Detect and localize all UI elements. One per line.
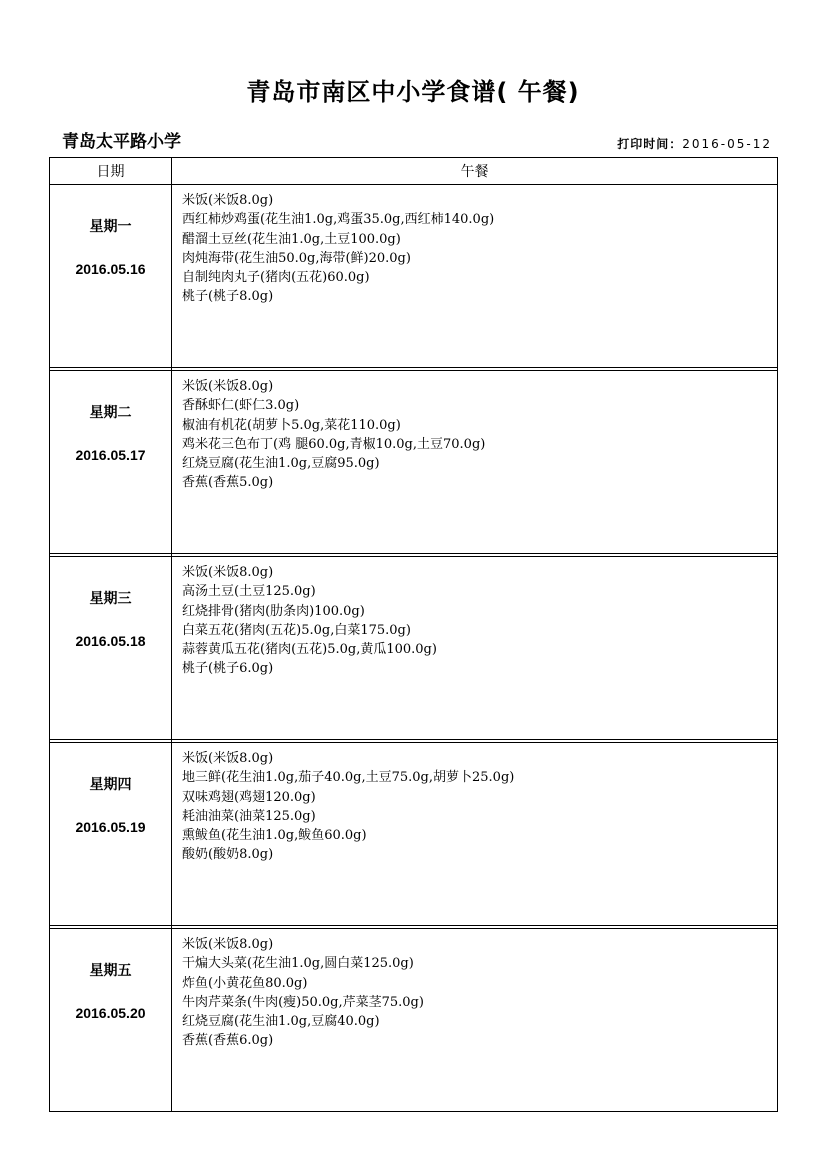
dish-item: 高汤土豆(土豆125.0g): [182, 584, 316, 600]
print-time-value: 2016-05-12: [682, 137, 772, 151]
dish-item: 红烧豆腐(花生油1.0g,豆腐40.0g): [182, 1014, 380, 1030]
date-cell: [50, 557, 172, 740]
date-cell: [50, 185, 172, 368]
weekday-label: 星期四: [89, 777, 132, 793]
dish-item: 醋溜土豆丝(花生油1.0g,土豆100.0g): [182, 231, 401, 247]
dish-item: 熏鲅鱼(花生油1.0g,鲅鱼60.0g): [182, 828, 367, 844]
dish-item: 米饭(米饭8.0g): [182, 565, 274, 580]
dish-item: 蒜蓉黄瓜五花(猪肉(五花)5.0g,黄瓜100.0g): [182, 642, 437, 658]
weekday-label: 星期三: [89, 591, 132, 607]
dish-item: 椒油有机花(胡萝卜5.0g,菜花110.0g): [182, 417, 401, 433]
date-label: 2016.05.16: [75, 261, 146, 277]
date-cell: [50, 929, 172, 1112]
weekday-label: 星期一: [89, 219, 132, 235]
dish-item: 自制纯肉丸子(猪肉(五花)60.0g): [182, 270, 370, 286]
lunch-menu-table: [49, 157, 778, 1112]
meal-cell: [172, 929, 778, 1112]
dish-item: 双味鸡翅(鸡翅120.0g): [182, 789, 316, 805]
dish-item: 白菜五花(猪肉(五花)5.0g,白菜175.0g): [182, 622, 411, 638]
dish-item: 肉炖海带(花生油50.0g,海带(鲜)20.0g): [182, 250, 411, 266]
dish-item: 鸡米花三色布丁(鸡 腿60.0g,青椒10.0g,土豆70.0g): [182, 436, 486, 452]
date-label: 2016.05.19: [75, 819, 146, 835]
dish-item: 米饭(米饭8.0g): [182, 193, 274, 208]
table-row: [50, 929, 778, 1112]
date-cell: [50, 743, 172, 926]
print-time-label: 打印时间：: [617, 137, 683, 151]
dish-item: 西红柿炒鸡蛋(花生油1.0g,鸡蛋35.0g,西红柿140.0g): [182, 212, 495, 228]
dish-item: 桃子(桃子6.0g): [182, 661, 274, 677]
weekday-label: 星期二: [89, 405, 132, 421]
dish-item: 米饭(米饭8.0g): [182, 751, 274, 766]
table-row: [50, 743, 778, 926]
date-cell: [50, 371, 172, 554]
table-row: [50, 557, 778, 740]
table-header-row: [50, 158, 778, 185]
date-column-header: 日期: [50, 158, 172, 185]
dish-item: 米饭(米饭8.0g): [182, 379, 274, 394]
date-label: 2016.05.17: [75, 447, 146, 463]
weekday-label: 星期五: [89, 963, 132, 979]
dish-item: 红烧排骨(猪肉(肋条肉)100.0g): [182, 603, 365, 619]
dish-item: 炸鱼(小黄花鱼80.0g): [182, 975, 308, 991]
menu-body: [50, 185, 778, 1112]
meal-cell: [172, 185, 778, 368]
dish-item: 香蕉(香蕉6.0g): [182, 1033, 274, 1049]
dish-item: 香酥虾仁(虾仁3.0g): [182, 398, 300, 414]
table-row: [50, 185, 778, 368]
dish-item: 香蕉(香蕉5.0g): [182, 475, 274, 491]
dish-item: 牛肉芹菜条(牛肉(瘦)50.0g,芹菜茎75.0g): [182, 994, 424, 1010]
meal-cell: [172, 371, 778, 554]
dish-item: 红烧豆腐(花生油1.0g,豆腐95.0g): [182, 456, 380, 472]
dish-item: 耗油油菜(油菜125.0g): [182, 808, 316, 824]
dish-item: 酸奶(酸奶8.0g): [182, 847, 274, 863]
meal-column-header: 午餐: [172, 158, 778, 185]
dish-item: 米饭(米饭8.0g): [182, 937, 274, 952]
page-title: 青岛市南区中小学食谱( 午餐): [246, 78, 580, 106]
meal-cell: [172, 743, 778, 926]
meal-cell: [172, 557, 778, 740]
dish-item: 地三鲜(花生油1.0g,茄子40.0g,土豆75.0g,胡萝卜25.0g): [182, 770, 515, 786]
school-name: 青岛太平路小学: [62, 132, 181, 152]
dish-item: 桃子(桃子8.0g): [182, 289, 274, 305]
date-label: 2016.05.20: [75, 1005, 146, 1021]
print-time: [617, 136, 772, 152]
date-label: 2016.05.18: [75, 633, 146, 649]
table-row: [50, 371, 778, 554]
dish-item: 干煸大头菜(花生油1.0g,圆白菜125.0g): [182, 956, 414, 972]
